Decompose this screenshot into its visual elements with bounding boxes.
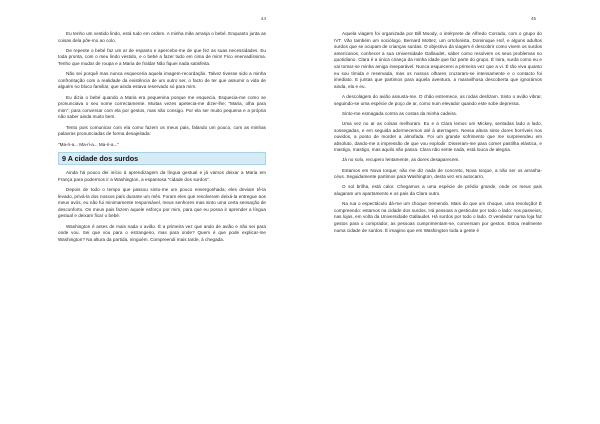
- paragraph: Estamos em Nova Iorque; não me diz nada de concreto, Nova Iorque, a não ser os arranha-céus. Seguidamente partimos para Washington, desta vez em autocarro.: [334, 167, 542, 180]
- right-page: [300, 0, 600, 424]
- paragraph: Não sei porquê mas nunca esqueceria aquela imagem-recordação. Talvez tivesse sido a minha confrontação com a realidade da existência de um outro ser, o facto de ter que assumir a vida de alguém no bloco familiar, que ainda estava reservado só para mim.: [58, 71, 266, 90]
- chapter-heading: 9 A cidade dos surdos: [58, 152, 266, 165]
- paragraph: Eu tenho um vestido lindo, está tudo em ordem. A minha mãe arranja o bebé. Enquanto junta as coisas dela põe-mo ao colo.: [58, 31, 266, 43]
- paragraph: Eu dizia o bebé quando a Maria era pequenina porque me esquecia. Esquecia-me como se pronunciava o seu nome correctamente. Muitas vezes apetecia-me dizer-lhe: "Maria, olha para mim", para conversar com ela por gestos, mas não consigo. Por ela ser muito pequena e a própria não saber ainda muito bem.: [58, 94, 266, 120]
- page-number: 45: [530, 16, 536, 21]
- paragraph: Já no solo, recupero lentamente, as dores desaparecem.: [342, 157, 460, 163]
- paragraph: De repente o bebé faz um ar de espanto e apercebo-me de que fez as suas necessidades. Eu toda pronta, com o meu lindo vestido, e o bebé a fazer tudo em cima de mim! Fico enervadíssima. Tenho que mudar de roupa e a Maria de fralda! Não fiquei nada satisfeita.: [58, 47, 266, 66]
- paragraph: A descolagem do avião assusta-me. O chão estremece, as rodas deslizam. Sinto o avião vibrar, seguindo-se uma espécie de poço de ar, como num elevador quando este sobe depressa.: [334, 93, 542, 106]
- paragraph: Depois de todo o tempo que passou sinto-me um pouco envergonhada; eles deviam tê-la levado, privá-la dos nossos país durante um mês. Foram eles que resolveram deixá-la entregue aos meus avós, eu não fui minimamente responsável, meus senhores mas sinto uma certa sensação de desconforto. Os meus pais fazem aquele esforço por mim, para que eu possa ir aprender a língua gestual e deixam ficar o bebé.: [58, 187, 266, 219]
- paragraph: Na rua o espectáculo dá-me um choque tremendo. Mais do que um choque, uma revolução! É compreendo: estamos na cidade dos surdos. Há pessoas a gesticular por todo o lado: nos passeios, nas lojas, em volta da Universidade Gallaudet. Há surdos por todo o lado. O vendedor numa loja faz gestos para o comprador, as pessoas cumprimentam-se, conversam por gestos. Estou realmente numa cidade de surdos. É imagino que em Washington toda a gente é: [334, 201, 542, 233]
- paragraph: Aquela viagem foi organizada por Bill Moody, o intérprete de Alfredo Corrado, com o grupo do IVT. Vão também um sociólogo, Bernard Mottez, um ortofonista, Dominique Hof, e alguns adultos surdos que se ocupam de crianças surdas. O objectivo da viagem é descobrir como vivem os surdos americanos, conhecer a sua Universidade Gallaudet, saber como resolvem os seus problemas no quotidiano. Clara é a única criança da minha idade que faz parte do grupo. É loira, surda como eu e vai tomar-se minha amiga inseparável. Nunca esquecerei a primeira vez que a vi. É tão viva quanto eu sou tímida e reservada, mas os nossos olhares cruzaram-se intensamente e o contacto foi imediato. E juntas que partimos para aquela aventura, a maravilhosa descoberta que ignorámos ainda, ela e eu.: [334, 31, 542, 89]
- paragraph: O sol brilha, está calor. Chegamos a uma espécie de prédio grande, onde os meus pais alugaram um apartamento e os pais da Clara outro.: [334, 184, 542, 197]
- paragraph: Sinto-me esmagada contra as costas da minha cadeira.: [342, 110, 458, 116]
- paragraph: Washington é antes de mais nada o avião. É a primeira vez que ando de avião e não sei para onde vou. Sei que vou para o estrangeiro, mas para onde? Quem é que pode explicar-me Washington? Na altura da partida, ninguém. Compreendi mais tarde, à chegada.: [58, 223, 266, 242]
- paragraph: Ainda há pouco dei início à aprendizagem da língua gestual e já vamos deixar a Maria em França para podermos ir a Washington, a espantosa "cidade dos surdos".: [58, 170, 266, 182]
- page-number: 44: [260, 16, 266, 21]
- paragraph: Tento pois comunicar com ela como fazem os meus pais, falando um pouco, com as minhas palavras pronunciadas de forma desajeitada:: [58, 124, 266, 137]
- paragraph: Uma vez no ar as coisas melhoram. Eu e a Clara lemos um Mickey, sentadas lado a lado, sossegadas, e em seguida adormecemos até à aterragem. Nessa altura sinto dores horríveis nos ouvidos, a ponto de morder a almofada. Foi um grande sofrimento que me surpreendeu em absoluto, dando-me a impressão de que vou explodir. Disseram-me para comer pastilha elástica, e mastigo, mastigo, mas aquilo não passa. Clara não sente nada, está louca de alegria.: [334, 120, 542, 153]
- quote: "Ma-ri-a... Ma-ri-a... Ma-ri-a...": [58, 141, 119, 147]
